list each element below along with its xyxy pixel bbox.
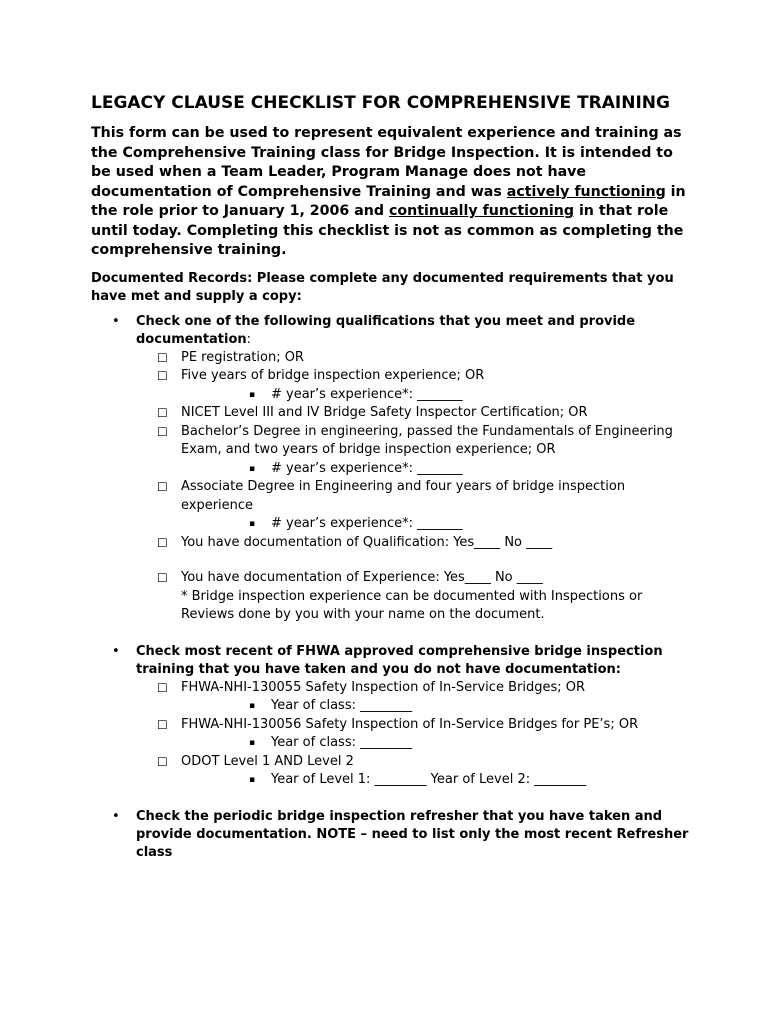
option-doc-experience[interactable] bbox=[157, 569, 691, 588]
records-heading: Documented Records: Please complete any documented requirements that you have met and supply a copy: bbox=[91, 270, 674, 304]
document-page bbox=[91, 92, 691, 880]
year-of-levels-label: Year of Level 1: ________ Year of Level 2: ________ bbox=[271, 772, 587, 787]
checkbox-icon[interactable]: ☐ bbox=[157, 480, 168, 494]
intro-underline-actively: actively functioning bbox=[506, 183, 666, 200]
years-experience-label: # year’s experience*: _______ bbox=[271, 460, 463, 476]
year-of-class-field[interactable] bbox=[249, 734, 691, 753]
bullet-icon: • bbox=[112, 313, 120, 329]
checkbox-icon[interactable]: ☐ bbox=[157, 754, 168, 769]
years-experience-label: # year’s experience*: _______ bbox=[271, 386, 463, 402]
years-experience-label: # year’s experience*: _______ bbox=[271, 516, 463, 531]
years-experience-field[interactable] bbox=[249, 460, 691, 479]
checkbox-icon[interactable]: ☐ bbox=[157, 680, 168, 695]
checkbox-icon[interactable]: ☐ bbox=[157, 424, 168, 439]
checkbox-icon[interactable]: ☐ bbox=[157, 350, 168, 365]
option-label: Associate Degree in Engineering and four years of bridge inspection experience bbox=[181, 479, 626, 513]
page-title: LEGACY CLAUSE CHECKLIST FOR COMPREHENSIVE TRAINING bbox=[91, 93, 670, 113]
option-label: You have documentation of Experience: Yes____ No ____ bbox=[181, 570, 543, 585]
checkbox-icon[interactable]: ☐ bbox=[157, 571, 168, 585]
option-label: Bachelor’s Degree in engineering, passed the Fundamentals of Engineering Exam, and two years of bridge inspection experience; OR bbox=[181, 423, 673, 457]
section-heading: Check the periodic bridge inspection refresher that you have taken and provide documentation. NOTE – need to list only the most recent Refresher class bbox=[136, 808, 689, 860]
option-label: ODOT Level 1 AND Level 2 bbox=[181, 753, 354, 769]
option-pe-registration[interactable] bbox=[157, 349, 691, 368]
spacer bbox=[136, 552, 691, 569]
option-fhwa-130056[interactable] bbox=[157, 716, 691, 735]
option-label: FHWA-NHI-130056 Safety Inspection of In-Service Bridges for PE’s; OR bbox=[181, 716, 639, 732]
option-odot-levels[interactable] bbox=[157, 753, 691, 772]
experience-footnote: * Bridge inspection experience can be documented with Inspections or Reviews done by you with your name on the document. bbox=[181, 588, 643, 622]
checkbox-icon[interactable]: ☐ bbox=[157, 717, 168, 732]
option-five-years[interactable] bbox=[157, 367, 691, 386]
option-bachelor[interactable] bbox=[157, 423, 691, 460]
section-heading: Check most recent of FHWA approved comprehensive bridge inspection training that you have taken and you do not have documentation: bbox=[136, 643, 663, 677]
checkbox-icon[interactable]: ☐ bbox=[157, 369, 168, 383]
square-bullet-icon: ▪ bbox=[249, 775, 256, 785]
option-label: NICET Level III and IV Bridge Safety Inspector Certification; OR bbox=[181, 405, 588, 420]
intro-paragraph bbox=[91, 124, 691, 261]
option-doc-qualification[interactable] bbox=[157, 534, 691, 553]
option-label: You have documentation of Qualification: Yes____ No ____ bbox=[181, 534, 553, 550]
option-associate[interactable] bbox=[157, 478, 691, 515]
section-heading-colon: : bbox=[246, 331, 252, 347]
square-bullet-icon: ▪ bbox=[249, 519, 256, 529]
year-of-levels-field[interactable] bbox=[249, 771, 691, 790]
bullet-icon: • bbox=[112, 808, 120, 824]
square-bullet-icon: ▪ bbox=[249, 389, 256, 400]
years-experience-field[interactable] bbox=[249, 386, 691, 405]
year-of-class-label: Year of class: ________ bbox=[271, 735, 413, 750]
square-bullet-icon: ▪ bbox=[249, 701, 256, 711]
option-fhwa-130055[interactable] bbox=[157, 679, 691, 698]
intro-text-1: This form can be used to represent equivalent experience and training as the Comprehensive Training class for Bridge Inspection. It is intended to be used when a Team Leader, Program Manage does not have documentation of Comprehensive Training and was bbox=[91, 125, 682, 200]
checkbox-icon[interactable]: ☐ bbox=[157, 406, 168, 420]
square-bullet-icon: ▪ bbox=[249, 463, 256, 474]
intro-text-2: in the role prior to January 1, 2006 and bbox=[91, 183, 686, 219]
option-label: Five years of bridge inspection experience; OR bbox=[181, 368, 485, 383]
option-label: FHWA-NHI-130055 Safety Inspection of In-Service Bridges; OR bbox=[181, 679, 586, 695]
section-heading-text: Check one of the following qualifications that you meet and provide documentation bbox=[136, 313, 636, 347]
section-qualifications bbox=[112, 313, 691, 625]
years-experience-field[interactable] bbox=[249, 515, 691, 534]
option-label: PE registration; OR bbox=[181, 349, 304, 365]
option-nicet[interactable] bbox=[157, 404, 691, 423]
year-of-class-label: Year of class: ________ bbox=[271, 698, 413, 713]
bullet-icon: • bbox=[112, 643, 120, 659]
year-of-class-field[interactable] bbox=[249, 697, 691, 716]
section-refresher bbox=[112, 808, 691, 862]
intro-underline-continually: continually functioning bbox=[389, 203, 574, 219]
section-fhwa-training bbox=[112, 643, 691, 790]
intro-text-3: in that role until today. Completing this checklist is not as common as completing the comprehensive training. bbox=[91, 203, 684, 258]
square-bullet-icon: ▪ bbox=[249, 738, 256, 748]
section-heading bbox=[136, 313, 691, 349]
checkbox-icon[interactable]: ☐ bbox=[157, 535, 168, 550]
